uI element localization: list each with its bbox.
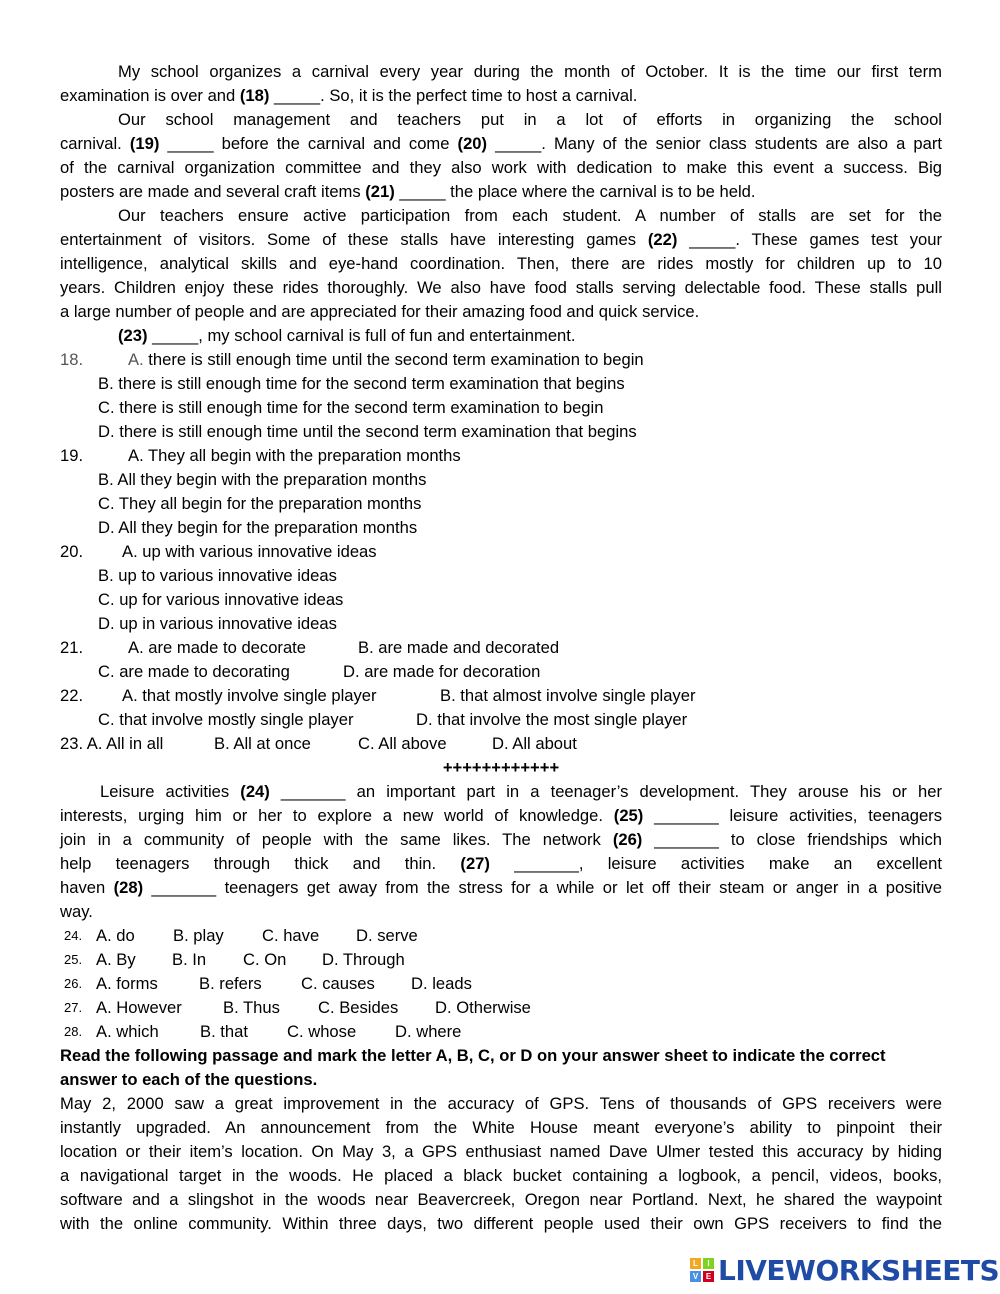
option-d[interactable]: D. there is still enough time until the second term examination that begins [98,422,637,441]
passage2-line: Leisure activities (24) _______ an important part in a teenager’s development. They arouse his or her [100,782,942,801]
option-c[interactable]: C. They all begin for the preparation months [98,494,422,513]
option-a[interactable]: A. that mostly involve single player [122,686,377,705]
option-a[interactable]: A. By [96,950,136,969]
question-number: 26. [64,976,83,991]
passage1-line: My school organizes a carnival every year during the month of October. It is the time our first term [118,62,942,81]
passage1-line: (23) _____, my school carnival is full of fun and entertainment. [118,326,576,345]
blank-number-22: (22) [647,230,678,249]
option-b[interactable]: B. play [173,926,224,945]
question-19 [60,444,942,468]
option-b[interactable]: B. that almost involve single player [440,686,696,705]
passage3-line: a navigational target in the woods. He placed a black bucket containing a logbook, a pencil, videos, books, [60,1166,942,1185]
option-d[interactable]: D. All they begin for the preparation months [98,518,418,537]
passage3-line: May 2, 2000 saw a great improvement in the accuracy of GPS. Tens of thousands of GPS receivers were [60,1094,942,1113]
instruction-heading: answer to each of the questions. [60,1070,318,1089]
blank-number-28: (28) [113,878,144,897]
option-d[interactable]: D. that involve the most single player [416,710,688,729]
option-b[interactable]: B. refers [199,974,262,993]
option-d[interactable]: D. where [395,1022,462,1041]
passage1-line: years. Children enjoy these rides thoroughly. We also have food stalls serving delectable food. These stalls pull [60,278,942,297]
question-number: 24. [64,928,83,943]
question-23 [60,732,942,756]
question-27 [60,996,942,1020]
option-a[interactable]: A. do [96,926,135,945]
passage1-line: of the carnival organization committee and they also work with dedication to make this event a success. Big [60,158,942,177]
option-d[interactable]: D. All about [492,734,577,753]
logo-cell: L [690,1258,701,1269]
option-c[interactable]: C. All above [358,734,447,753]
option-a[interactable]: A. They all begin with the preparation months [128,446,461,465]
question-number: 27. [64,1000,83,1015]
passage1-line: entertainment of visitors. Some of these stalls have interesting games (22) _____. These games test your [60,230,942,249]
blank-number-20: (20) [457,134,488,153]
option-b[interactable]: B. are made and decorated [358,638,560,657]
blank-number-18: (18) [239,86,270,105]
logo-mark-icon [690,1258,714,1282]
passage3-line: location or their item’s location. On May 3, a GPS enthusiast named Dave Ulmer tested this accuracy by hiding [60,1142,942,1161]
passage3-line: instantly upgraded. An announcement from the White House meant everyone’s ability to pinpoint their [60,1118,942,1137]
question-24 [60,924,942,948]
option-c[interactable]: C. causes [301,974,375,993]
blank-number-21: (21) [365,182,395,201]
instruction-heading: Read the following passage and mark the letter A, B, C, or D on your answer sheet to indicate the correct [60,1046,886,1065]
blank-number-26: (26) [612,830,643,849]
passage3-line: with the online community. Within three days, two different people used their own GPS receivers to find the [60,1214,942,1233]
option-c[interactable]: C. Besides [318,998,399,1017]
option-c[interactable]: C. there is still enough time for the second term examination to begin [98,398,604,417]
blank-number-24: (24) [240,782,270,801]
blank-number-27: (27) [460,854,490,873]
option-b[interactable]: B. All at once [214,734,311,753]
option-a[interactable]: A. which [96,1022,159,1041]
passage1-line: posters are made and several craft items (21) _____ the place where the carnival is to be held. [60,182,756,201]
option-c[interactable]: C. up for various innovative ideas [98,590,344,609]
question-number: 25. [64,952,83,967]
passage2-line: join in a community of people with the same likes. The network (26) _______ to close friendships which [60,830,943,849]
question-number: 22. [60,686,84,705]
option-c[interactable]: C. On [243,950,287,969]
question-number: 21. [60,638,84,657]
passage2-line: way. [60,902,93,921]
option-d[interactable]: D. Otherwise [435,998,531,1017]
passage1-line: a large number of people and are appreciated for their amazing food and quick service. [60,302,700,321]
option-d[interactable]: D. up in various innovative ideas [98,614,337,633]
logo-text: LIVEWORKSHEETS [718,1253,1000,1287]
option-b[interactable]: B. All they begin with the preparation months [98,470,427,489]
option-c[interactable]: C. are made to decorating [98,662,290,681]
logo-cell: I [703,1258,714,1269]
option-c[interactable]: C. that involve mostly single player [98,710,354,729]
question-25 [60,948,942,972]
passage2-line: help teenagers through thick and thin. (27) _______, leisure activities make an excellent [60,854,942,873]
passage2-line: haven (28) _______ teenagers get away from the stress for a while or let off their steam or anger in a positive [60,878,942,897]
option-d[interactable]: D. Through [322,950,405,969]
section-separator: ++++++++++++ [442,758,560,777]
logo-cell: E [703,1271,714,1282]
option-b[interactable]: B. up to various innovative ideas [98,566,337,585]
option-a[interactable]: A. forms [96,974,158,993]
option-a[interactable]: 23. A. All in all [60,734,164,753]
option-b[interactable]: B. that [200,1022,248,1041]
option-a[interactable]: A. However [96,998,182,1017]
option-b[interactable]: B. Thus [223,998,280,1017]
passage1-line: Our teachers ensure active participation from each student. A number of stalls are set for the [118,206,942,225]
question-26 [60,972,942,996]
passage1-line: Our school management and teachers put in a lot of efforts in organizing the school [118,110,942,129]
passage1-line: examination is over and (18) _____. So, it is the perfect time to host a carnival. [60,86,638,105]
blank-number-25: (25) [613,806,644,825]
question-21 [60,636,942,660]
question-number: 20. [60,542,84,561]
question-28 [60,1020,942,1044]
question-22 [60,684,942,708]
blank-number-19: (19) [129,134,160,153]
question-number: 18. [60,350,84,369]
passage1-line: intelligence, analytical skills and eye-hand coordination. Then, there are rides mostly for children up to 10 [60,254,942,273]
option-a[interactable]: A. up with various innovative ideas [122,542,377,561]
logo-cell: V [690,1271,701,1282]
option-d[interactable]: D. leads [411,974,472,993]
option-d[interactable]: D. serve [356,926,418,945]
question-18 [60,348,942,372]
option-b[interactable]: B. there is still enough time for the second term examination that begins [98,374,625,393]
option-a[interactable]: A. there is still enough time until the second term examination to begin [128,350,644,369]
passage1-line: carnival. (19) _____ before the carnival and come (20) _____. Many of the senior class students are also a part [60,134,942,153]
question-20 [60,540,942,564]
question-number: 28. [64,1024,83,1039]
question-number: 19. [60,446,84,465]
option-c[interactable]: C. whose [287,1022,357,1041]
liveworksheets-logo[interactable] [690,1254,999,1286]
blank-number-23: (23) [118,326,148,345]
option-d[interactable]: D. are made for decoration [343,662,541,681]
passage2-line: interests, urging him or her to explore a new world of knowledge. (25) _______ leisure activities, teenagers [60,806,943,825]
option-c[interactable]: C. have [262,926,320,945]
passage3-line: software and a slingshot in the woods near Beavercreek, Oregon near Portland. Next, he shared the waypoint [60,1190,942,1209]
option-a[interactable]: A. are made to decorate [128,638,307,657]
option-b[interactable]: B. In [172,950,207,969]
